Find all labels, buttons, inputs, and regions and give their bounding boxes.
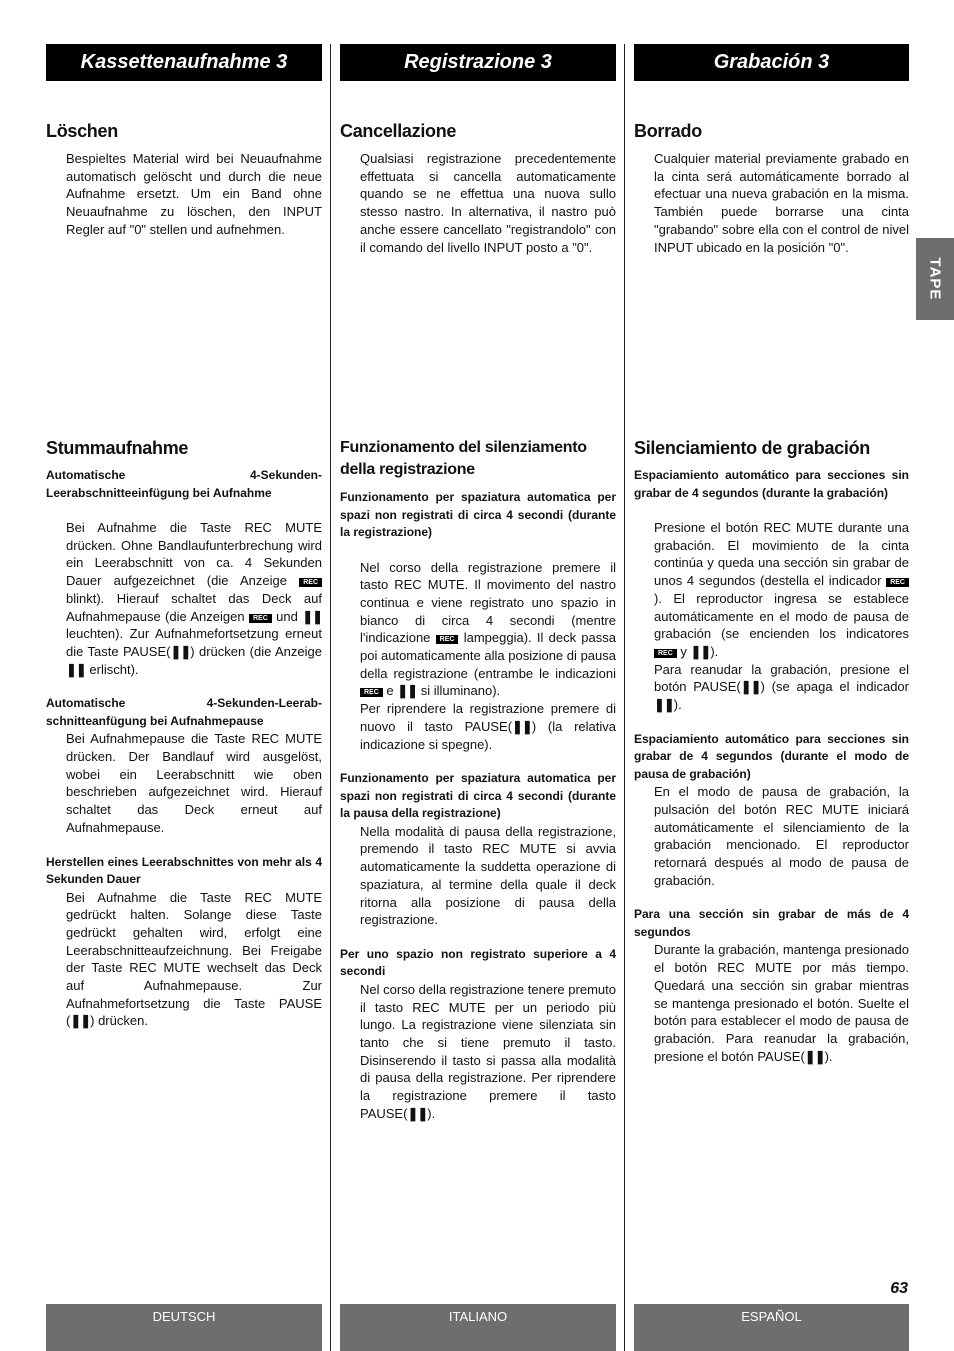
paragraph: Para reanudar la grabación, presione el botón PAUSE(❚❚) (se apaga el indicador ❚❚). bbox=[654, 661, 909, 713]
paragraph: Cualquier material previamente grabado en la cinta será automáticamente borrado al efectuar una nueva grabación en la misma. También puede borrarse una cinta "grabando" sobre ella con el control de nivel INPUT ubicado en la posición "0". bbox=[654, 151, 909, 255]
heading: Silenciamiento de grabación bbox=[634, 438, 870, 458]
pause-icon: ❚❚ bbox=[512, 718, 532, 734]
subheading: Per uno spazio non registrato superiore a 4 secondi bbox=[340, 946, 616, 979]
section-stummaufnahme bbox=[46, 437, 322, 1030]
paragraph: En el modo de pausa de grabación, la pulsación del botón REC MUTE iniciará automáticamente el silenciamiento de la grabación mencionado. El reproductor retornará después al modo de pausa de grabación. bbox=[654, 784, 909, 888]
side-tab-tape: TAPE bbox=[916, 238, 954, 320]
rec-indicator-icon: REC bbox=[654, 649, 677, 658]
rec-indicator-icon: REC bbox=[436, 635, 459, 644]
footer-language-deutsch: DEUTSCH bbox=[46, 1304, 322, 1351]
pause-icon: ❚❚ bbox=[397, 683, 418, 699]
section-silenziamento bbox=[340, 437, 616, 1123]
paragraph: Nel corso della registrazione premere il tasto REC MUTE. Il movimento del nastro continua e viene registrato uno spazio in bianco di circa 4 secondi (mentre l'indicazione REC lampeggia). Il deck passa poi automaticamente alla posizione di pausa della registrazione (entrambe le indicazioni REC e ❚❚ si illuminano). bbox=[360, 559, 616, 699]
subheading: Para una sección sin grabar de más de 4 segundos bbox=[634, 907, 909, 939]
subheading: Herstellen eines Leerabschnittes von mehr als 4 Sekunden Dauer bbox=[46, 854, 322, 887]
paragraph: Durante la grabación, mantenga presionado el botón REC MUTE por más tiempo. Quedará una sección sin grabar mientras se mantenga presionado el botón. Suelte el botón para establecer el modo de pausa de grabación. Para reanudar la grabación, presione el botón PAUSE(❚❚). bbox=[654, 942, 909, 1064]
subheading: Automatische 4-Sekunden-Leerabschnitteeinfügung bei Aufnahme bbox=[46, 468, 322, 500]
rec-indicator-icon: REC bbox=[886, 578, 909, 587]
paragraph: Bei Aufnahmepause die Taste REC MUTE drücken. Der Bandlauf wird ausgelöst, wobei ein Leerabschnitt wie oben beschrieben aufgezeichnet wird. Hierauf schaltet das Deck erneut auf Aufnahmepause. bbox=[66, 731, 322, 835]
paragraph: Per riprendere la registrazione premere di nuovo il tasto PAUSE(❚❚) (la relativa indicazione si spegne). bbox=[360, 701, 616, 752]
pause-icon: ❚❚ bbox=[70, 1013, 91, 1029]
heading: Löschen bbox=[46, 121, 118, 141]
heading: Stummaufnahme bbox=[46, 438, 189, 458]
paragraph: Bespieltes Material wird bei Neuaufnahme automatisch gelöscht und durch die neue Aufnahme ersetzt. Um ein Band ohne Neuaufnahme zu löschen, den INPUT Regler auf "0" stellen und aufnehmen. bbox=[66, 151, 322, 237]
column-espanol bbox=[634, 44, 909, 1064]
pause-icon: ❚❚ bbox=[170, 643, 191, 659]
section-title: Kassettenaufnahme 3 bbox=[46, 44, 322, 81]
pause-icon: ❚❚ bbox=[804, 1048, 825, 1064]
paragraph: Nel corso della registrazione tenere premuto il tasto REC MUTE per un periodo più lungo. La registrazione viene silenziata sin tanto che si tiene premuto il tasto. Disinserendo il tasto si passa alla modalità di pausa della registrazione. Per riprendere la registrazione premere il tasto PAUSE(❚❚). bbox=[360, 981, 616, 1121]
rec-indicator-icon: REC bbox=[299, 578, 322, 587]
pause-icon: ❚❚ bbox=[690, 643, 711, 659]
rec-indicator-icon: REC bbox=[360, 688, 383, 697]
subheading: Espaciamiento automático para secciones sin grabar de 4 segundos (durante el modo de pausa de grabación) bbox=[634, 731, 909, 781]
footer-language-espanol: ESPAÑOL bbox=[634, 1304, 909, 1351]
paragraph: Bei Aufnahme die Taste REC MUTE drücken. Ohne Bandlaufunterbrechung wird ein Leerabschnitt von ca. 4 Sekunden Dauer aufgezeichnet (die Anzeige REC blinkt). Hierauf schaltet das Deck auf Aufnahmepause (die Anzeigen REC und ❚❚ leuchten). Zur Aufnahmefortsetzung erneut die Taste PAUSE(❚❚) drücken (die Anzeige ❚❚ erlischt). bbox=[66, 520, 322, 677]
subheading: Automatische 4-Sekunden-Leerab-schnitteanfügung bei Aufnahmepause bbox=[46, 696, 322, 728]
pause-icon: ❚❚ bbox=[407, 1105, 428, 1121]
paragraph: Presione el botón REC MUTE durante una grabación. El movimiento de la cinta continúa y queda una sección sin grabar de unos 4 segundos (destella el indicador REC). El reproductor ingresa se establece automáticamente en el modo de pausa de grabación (se encienden los indicatores REC y ❚❚). bbox=[654, 520, 909, 659]
pause-icon: ❚❚ bbox=[66, 661, 86, 677]
pause-icon: ❚❚ bbox=[654, 697, 674, 713]
column-divider bbox=[330, 44, 331, 1351]
subheading: Funzionamento per spaziatura automatica per spazi non registrati di circa 4 secondi (durante la pausa della registrazione) bbox=[340, 771, 616, 821]
heading: Cancellazione bbox=[340, 121, 457, 141]
paragraph: Qualsiasi registrazione precedentemente effettuata si cancella automaticamente quando se ne effettua una nuova sullo stesso nastro. In alternativa, il nastro può anche essere cancellato "registrandolo" con il comando del livello INPUT posto a "0". bbox=[360, 151, 616, 255]
subheading: Espaciamiento automático para secciones sin grabar de 4 segundos (durante la grabación) bbox=[634, 468, 909, 500]
column-deutsch bbox=[46, 44, 322, 1029]
page-number: 63 bbox=[890, 1280, 908, 1297]
paragraph: Bei Aufnahme die Taste REC MUTE gedrückt halten. Solange diese Taste gedrückt gehalten wird, erfolgt eine Leerabschnitteaufzeichnung. Bei Freigabe der Taste REC MUTE wechselt das Deck auf Aufnahmepause. Zur Aufnahmefortsetzung die Taste PAUSE (❚❚) drücken. bbox=[66, 889, 322, 1029]
heading: Borrado bbox=[634, 121, 702, 141]
section-title: Grabación 3 bbox=[634, 44, 909, 81]
section-borrado bbox=[634, 120, 909, 256]
section-cancellazione bbox=[340, 120, 616, 256]
column-italiano bbox=[340, 44, 616, 1121]
pause-icon: ❚❚ bbox=[740, 679, 761, 695]
section-title: Registrazione 3 bbox=[340, 44, 616, 81]
subheading: Funzionamento per spaziatura automatica per spazi non registrati di circa 4 secondi (durante la registrazione) bbox=[340, 490, 616, 539]
section-silenciamiento bbox=[634, 437, 909, 1065]
pause-icon: ❚❚ bbox=[302, 608, 322, 624]
column-divider bbox=[624, 44, 625, 1351]
paragraph: Nella modalità di pausa della registrazione, premendo il tasto REC MUTE si avvia automaticamente la suddetta operazione di spaziatura, al termine della quale il deck ritorna alla posizione di pausa della registrazione. bbox=[360, 823, 616, 928]
rec-indicator-icon: REC bbox=[249, 614, 272, 623]
footer-language-italiano: ITALIANO bbox=[340, 1304, 616, 1351]
section-loeschen bbox=[46, 120, 322, 239]
heading: Funzionamento del silenziamento della registrazione bbox=[340, 439, 587, 478]
